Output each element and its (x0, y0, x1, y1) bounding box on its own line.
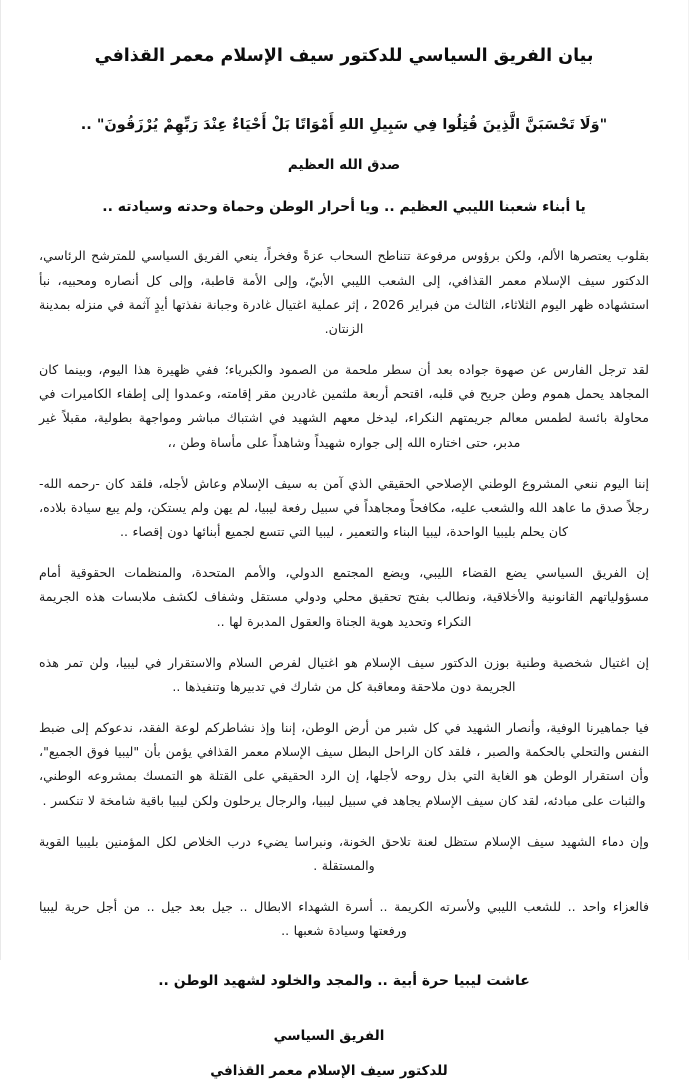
paragraph-list (39, 244, 649, 943)
paragraph: إن اغتيال شخصية وطنية بوزن الدكتور سيف الإسلام هو اغتيال لفرص السلام والاستقرار في ليبيا، ولن تمر هذه الجريمة دون ملاحقة ومعاقبة كل من شارك في تدبيرها وتنفيذها .. (39, 654, 649, 694)
paragraph: فيا جماهيرنا الوفية، وأنصار الشهيد في كل شبر من أرض الوطن، إننا وإذ نشاطركم لوعة الفقد، ندعوكم إلى ضبط النفس والتحلي بالحكمة والصبر ، فلقد كان الراحل البطل سيف الإسلام معمر القذافي يؤمن بأن "ليبيا فوق الجميع"، وأن استقرار الوطن هو الغاية التي بذل روحه لأجلها، إن الرد الحقيقي على القتلة هو التمسك بمشروعه الوطني، والثبات على مبادئه، لقد كان سيف الإسلام يجاهد في سبيل ليبيا، والرجال يرحلون ولكن ليبيا باقية شامخة لا تنكسر . (39, 720, 649, 808)
paragraph: إننا اليوم ننعي المشروع الوطني الإصلاحي الحقيقي الذي آمن به سيف الإسلام وعاش لأجله، فلقد كان -رحمه الله- رجلاً صدق ما عاهد الله والشعب عليه، مكافحاً ومجاهداً في سبيل رفعة ليبيا، لم يهن ولم يستكن، ولم يبع سيادة بلاده، كان يحلم بليبيا الواحدة، ليبيا البناء والتعمير ، ليبيا التي تتسع لجميع أبنائها دون إقصاء .. (39, 475, 649, 540)
quran-verse: "وَلَا تَحْسَبَنَّ الَّذِينَ قُتِلُوا فِي سَبِيلِ اللهِ أَمْوَاتًا بَلْ أَحْيَاءٌ عِنْدَ رَبِّهِمْ يُرْزَقُونَ" .. (80, 117, 608, 134)
verse-closing: صدق الله العظيم (287, 157, 401, 174)
closing-slogan: عاشت ليبيا حرة أبية .. والمجد والخلود لشهيد الوطن .. (158, 972, 530, 989)
signature-author: الفريق السياسي (273, 1027, 385, 1044)
paragraph: لقد ترجل الفارس عن صهوة جواده بعد أن سطر ملحمة من الصمود والكبرياء؛ ففي ظهيرة هذا اليوم، وبينما كان المجاهد يحمل هموم وطن جريح في قلبه، اقتحم أربعة ملثمين غادرين مقر إقامته، وعمدوا إلى إطفاء الكاميرات في محاولة بائسة لطمس معالم جريمتهم النكراء، ليدخل معهم الشهيد في اشتباك مباشر ومواجهة بطولية، مقبلاً غير مدبر، حتى اختاره الله إلى جواره شهيداً وشاهداً على مأساة وطن ،، (39, 362, 649, 450)
paragraph: إن الفريق السياسي يضع القضاء الليبي، ويضع المجتمع الدولي، والأمم المتحدة، والمنظمات الحقوقية أمام مسؤولياتهم القانونية والأخلاقية، ونطالب بفتح تحقيق محلي ودولي مستقل وشفاف لكشف ملابسات هذه الجريمة النكراء وتحديد هوية الجناة والعقول المدبرة لها .. (39, 565, 649, 629)
signature-affiliation: للدكتور سيف الإسلام معمر القذافي (210, 1063, 448, 1080)
page-title: بيان الفريق السياسي للدكتور سيف الإسلام معمر القذافي (94, 46, 594, 66)
paragraph: وإن دماء الشهيد سيف الإسلام ستظل لعنة تلاحق الخونة، ونبراسا يضيء درب الخلاص لكل المؤمنين بليبيا القوية والمستقلة . (39, 833, 649, 873)
signature-block (39, 1026, 649, 1083)
salutation: يا أبناء شعبنا الليبي العظيم .. ويا أحرار الوطن وحماة وحدته وسيادته .. (102, 199, 586, 216)
paragraph: فالعزاء واحد .. للشعب الليبي ولأسرته الكريمة .. أسرة الشهداء الابطال .. جيل بعد جيل .. من أجل حرية ليبيا ورفعتها وسيادة شعبها .. (39, 899, 649, 939)
paragraph: بقلوب يعتصرها الألم، ولكن برؤوس مرفوعة تتناطح السحاب عزةً وفخراً، ينعي الفريق السياسي للمترشح الرئاسي، الدكتور سيف الإسلام معمر القذافي، إلى الشعب الليبي الأبيّ، وإلى الأمة قاطبة، وإلى كل أنصاره ومحبيه، نبأ استشهاده ظهر اليوم الثلاثاء، الثالث من فبراير 2026 ، إثر عملية اغتيال غادرة وجبانة نفذتها أيدٍ آثمة في منزله بمدينة الزنتان. (38, 248, 649, 336)
